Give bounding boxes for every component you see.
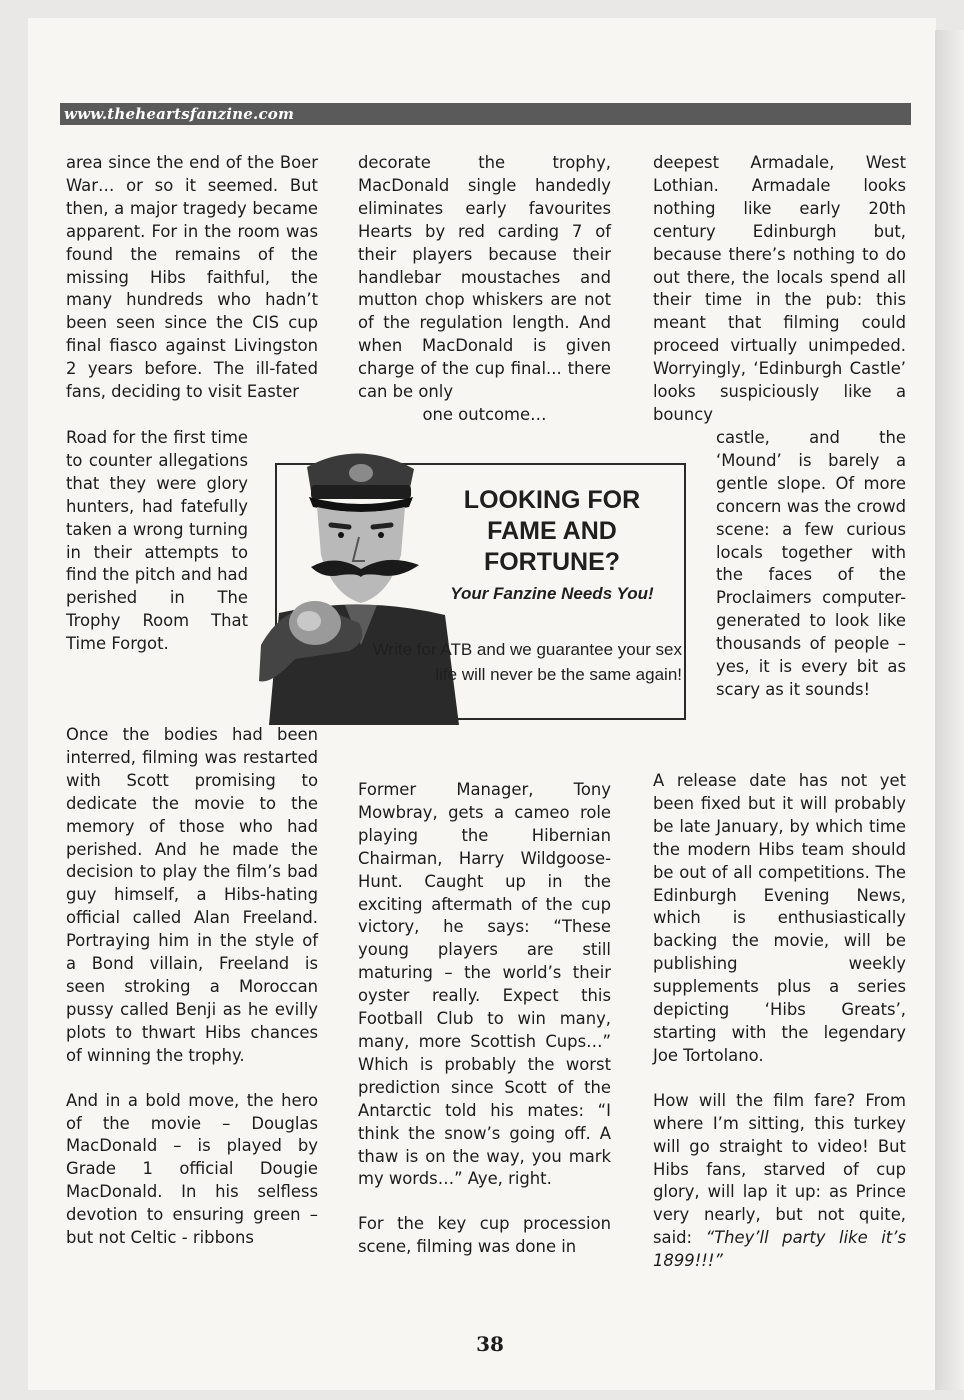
advert-headline: LOOKING FOR FAME AND FORTUNE? (463, 486, 641, 576)
advert-subhead: Your Fanzine Needs You! (450, 584, 654, 603)
col3-paragraph-3 (653, 1090, 906, 1273)
prince-quote: “They’ll party like it’s 1899!!!” (653, 1228, 906, 1271)
page-edge-shadow (935, 30, 964, 1390)
col2-paragraph-3: For the key cup procession scene, filming was done in (358, 1214, 611, 1257)
column-3-lower (653, 770, 906, 1273)
column-2-lower (358, 779, 611, 1259)
column-1-wrap (66, 427, 248, 656)
col3-paragraph-1-cont: castle, and the ‘Mound’ is barely a gentle slope. Of more concern was the crowd scene: a few curious locals together with the faces of the Proclaimers computer-generated to look like thousands of people – yes, it is every bit as scary as it sounds! (716, 428, 906, 699)
page-number: 38 (476, 1332, 504, 1356)
col1-paragraph-1-cont: Road for the first time to counter allegations that they were glory hunters, had fatefully taken a wrong turning in their attempts to find the pitch and had perished in The Trophy Room That Time Forgot. (66, 428, 248, 654)
col1-paragraph-1: area since the end of the Boer War… or so it seemed. But then, a major tragedy became apparent. For in the room was found the remains of the missing Hibs faithful, the many hundreds who hadn’t been seen since the CIS cup final fiasco against Livingston 2 years before. The ill-fated fans, deciding to visit Easter (66, 153, 318, 402)
col1-paragraph-2: Once the bodies had been interred, filming was restarted with Scott promising to dedicate the movie to the memory of those who had perished. And he made the decision to play the film’s bad guy himself, a Hibs-hating official called Alan Freeland. Portraying him in the style of a Bond villain, Freeland is seen stroking a Moroccan pussy called Benji as he evilly plots to thwart Hibs chances of winning the trophy. (66, 725, 318, 1065)
column-1-lower (66, 724, 318, 1250)
advert-text (427, 485, 677, 605)
column-2 (358, 152, 611, 427)
col2-paragraph-1: decorate the trophy, MacDonald single handedly eliminates early favourites Hearts by red carding 7 of their players because their handlebar moustaches and mutton chop whiskers are not of the regulation length. And when MacDonald is given charge of the cup final... there can be only (358, 153, 611, 402)
col2-paragraph-2: Former Manager, Tony Mowbray, gets a cameo role playing the Hibernian Chairman, Harry Wildgoose-Hunt. Caught up in the exciting aftermath of the cup victory, he says: “These young players are still maturing – the world’s their oyster really. Expect this Football Club to win many, many, more Scottish Cups…” Which is probably the worst prediction since Scott of the Antarctic told his mates: “I think the snow’s going off. A thaw is on the way, you mark my words…” Aye, right. (358, 780, 611, 1189)
site-url: www.theheartsfanzine.com (64, 105, 295, 123)
col3-paragraph-3-text: How will the film fare? From where I’m sitting, this turkey will go straight to video! But Hibs fans, starved of cup glory, will lap it up: as Prince very nearly, but not quite, said: (653, 1090, 906, 1248)
column-3 (653, 152, 906, 427)
column-1 (66, 152, 318, 404)
col3-paragraph-2: A release date has not yet been fixed but it will probably be late January, by which time the modern Hibs team should be out of all competitions. The Edinburgh Evening News, which is enthusiastically backing the movie, will be publishing weekly supplements plus a series depicting ‘Hibs Greats’, starting with the legendary Joe Tortolano. (653, 771, 906, 1065)
col1-paragraph-3: And in a bold move, the hero of the movie – Douglas MacDonald – is played by Grade 1 official Dougie MacDonald. In his selfless devotion to ensuring green – but not Celtic - ribbons (66, 1090, 318, 1248)
col2-paragraph-1-end: one outcome… (422, 404, 547, 424)
header-bar (60, 103, 911, 125)
column-3-wrap (716, 427, 906, 702)
advert-body: Write for ATB and we guarantee your sex life will never be the same again! (372, 640, 682, 684)
col3-paragraph-1: deepest Armadale, West Lothian. Armadale looks nothing like early 20th century Edinburgh but, because there’s nothing to do out there, the locals spend all their time in the pub: this meant that filming could proceed virtually unimpeded. Worryingly, ‘Edinburgh Castle’ looks suspiciously like a bouncy (653, 153, 906, 424)
advert-box (275, 463, 686, 720)
